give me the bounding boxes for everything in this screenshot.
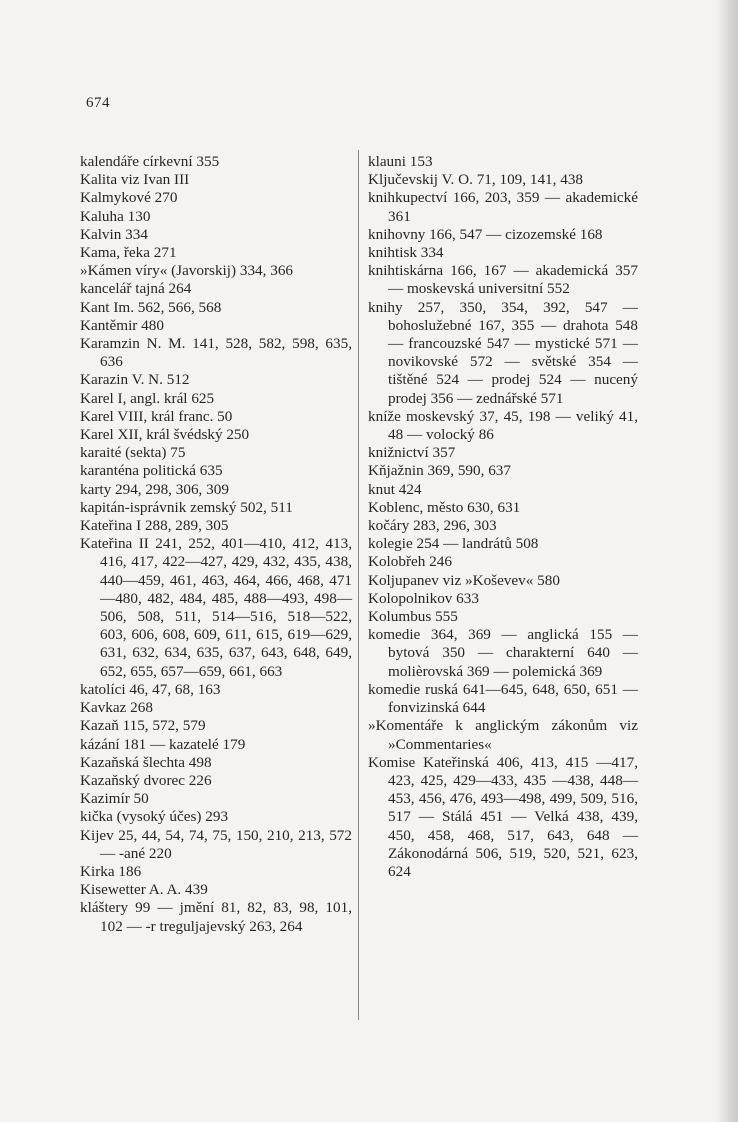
index-entry: Kama, řeka 271	[80, 244, 177, 262]
index-entry: Kant Im. 562, 566, 568	[80, 298, 222, 316]
index-entry: knihtiskárna 166, 167 — akademická 357 — moskevská universitní 552	[368, 262, 638, 298]
index-entry: kancelář tajná 264	[80, 280, 192, 298]
index-entry: knihtisk 334	[368, 244, 444, 262]
index-entry: kláštery 99 — jmění 81, 82, 83, 98, 101, 102 — -r treguljajevský 263, 264	[80, 899, 352, 935]
index-entry: kočáry 283, 296, 303	[368, 517, 497, 535]
index-entry: komedie ruská 641—645, 648, 650, 651 — fonvizinská 644	[368, 680, 638, 717]
index-entry: kníže moskevský 37, 45, 198 — veliký 41, 48 — volocký 86	[368, 407, 638, 444]
index-entry: Kolumbus 555	[368, 608, 458, 626]
index-entry: knihy 257, 350, 354, 392, 547 — bohoslužebné 167, 355 — drahota 548 — francouzské 547 — mystické 571 — novikovské 572 — světské 354 — tištěné 524 — prodej 524 — nucený prodej 356 — zednářské 571	[368, 298, 638, 407]
index-entry: »Kámen víry« (Javorskij) 334, 366	[80, 262, 294, 280]
index-entry: kička (vysoký účes) 293	[80, 808, 229, 826]
page-edge-shadow	[716, 0, 738, 1122]
index-entry: kázání 181 — kazatelé 179	[80, 735, 246, 753]
index-entry: Kijev 25, 44, 54, 74, 75, 150, 210, 213, 572 — -ané 220	[80, 826, 352, 862]
index-entry: Karel VIII, král franc. 50	[80, 407, 233, 425]
index-column-left	[80, 153, 352, 936]
index-entry: karanténa politická 635	[80, 462, 223, 480]
index-entry: kolegie 254 — landrátů 508	[368, 535, 539, 553]
index-entry: Karel XII, král švédský 250	[80, 426, 250, 444]
index-entry: Karazin V. N. 512	[80, 371, 190, 389]
index-entry: »Komentáře k anglickým zákonům viz »Commentaries«	[368, 717, 638, 753]
index-entry: klauni 153	[368, 153, 433, 170]
index-entry: katolíci 46, 47, 68, 163	[80, 680, 221, 698]
index-entry: Koljupanev viz »Koševev« 580	[368, 571, 560, 589]
index-entry: Kalvin 334	[80, 225, 148, 243]
index-entry: Kavkaz 268	[80, 699, 153, 717]
column-divider	[358, 150, 359, 1020]
index-entry: Kňjažnin 369, 590, 637	[368, 462, 511, 480]
index-entry: kapitán-isprávnik zemský 502, 511	[80, 498, 293, 516]
index-entry: knut 424	[368, 480, 422, 498]
index-entry: knižnictví 357	[368, 444, 456, 462]
index-entry: Kateřina I 288, 289, 305	[80, 517, 229, 535]
index-entry: Kateřina II 241, 252, 401—410, 412, 413, 416, 417, 422—427, 429, 432, 435, 438, 440—459, 461, 463, 464, 466, 468, 471—480, 482, 484, 485, 488—493, 498—506, 508, 511, 514—516, 518—522, 603, 606, 608, 609, 611, 615, 619—629, 631, 632, 634, 635, 637, 643, 648, 649, 652, 655, 657—659, 661, 663	[80, 535, 352, 680]
index-entry: komedie 364, 369 — anglická 155 — bytová 350 — charakterní 640 — molièrovská 369 — polemická 369	[368, 626, 638, 680]
index-entry: Ključevskij V. O. 71, 109, 141, 438	[368, 171, 584, 189]
index-entry: karty 294, 298, 306, 309	[80, 480, 229, 498]
index-entry: Kirka 186	[80, 862, 142, 880]
index-entry: Kalita viz Ivan III	[80, 171, 190, 189]
index-entry: Kalmykové 270	[80, 189, 178, 207]
index-entry: Kazaňský dvorec 226	[80, 771, 212, 789]
page-number: 674	[86, 95, 110, 111]
index-entry: Kolopolnikov 633	[368, 589, 479, 607]
index-entry: Kazaň 115, 572, 579	[80, 717, 206, 735]
index-entry: knihkupectví 166, 203, 359 — akademické 361	[368, 189, 638, 225]
index-entry: Kolobřeh 246	[368, 553, 452, 571]
index-entry: karaité (sekta) 75	[80, 444, 186, 462]
index-entry: Koblenc, město 630, 631	[368, 498, 521, 516]
index-entry: kalendáře církevní 355	[80, 153, 220, 170]
index-entry: Kazaňská šlechta 498	[80, 753, 212, 771]
index-entry: Karamzin N. M. 141, 528, 582, 598, 635, 636	[80, 335, 352, 371]
index-entry: Kisewetter A. A. 439	[80, 881, 208, 899]
index-entry: Komise Kateřinská 406, 413, 415 —417, 423, 425, 429—433, 435 —438, 448—453, 456, 476, 493—498, 499, 509, 516, 517 — Stálá 451 — Velká 438, 439, 450, 458, 468, 517, 643, 648 — Zákonodárná 506, 519, 520, 521, 623, 624	[368, 753, 638, 880]
index-column-right	[368, 153, 638, 881]
index-entry: Karel I, angl. král 625	[80, 389, 215, 407]
index-entry: Kazimír 50	[80, 790, 149, 808]
index-entry: Kaluha 130	[80, 207, 151, 225]
index-entry: Kantěmir 480	[80, 316, 164, 334]
index-entry: knihovny 166, 547 — cizozemské 168	[368, 225, 603, 243]
